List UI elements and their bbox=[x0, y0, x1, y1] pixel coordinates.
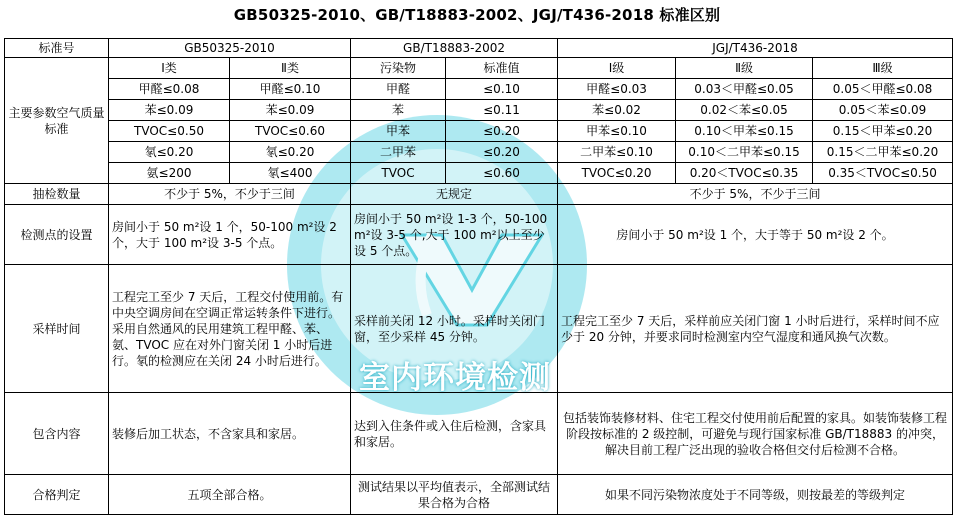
content-row bbox=[5, 393, 953, 475]
subheader-gb-class2: Ⅱ类 bbox=[230, 58, 351, 79]
params-cell: 二甲苯 bbox=[351, 142, 446, 163]
time-row bbox=[5, 265, 953, 393]
time-jgj: 工程完工至少 7 天后，采样前应关闭门窗 1 小时后进行，采样时间不应少于 20 分钟，并要求同时检测室内空气湿度和通风换气次数。 bbox=[558, 265, 953, 393]
sampling-count-jgj: 不少于 5%，不少于三间 bbox=[558, 184, 953, 205]
params-cell: 甲苯≤0.10 bbox=[558, 121, 676, 142]
points-row bbox=[5, 205, 953, 265]
params-cell: 0.03＜甲醛≤0.05 bbox=[676, 79, 813, 100]
params-cell: 氨≤200 bbox=[109, 163, 230, 184]
params-cell: 氡≤0.20 bbox=[109, 142, 230, 163]
params-cell: TVOC≤0.60 bbox=[230, 121, 351, 142]
params-cell: 0.05＜甲醛≤0.08 bbox=[813, 79, 953, 100]
header-jgjt436: JGJ/T436-2018 bbox=[558, 39, 953, 58]
params-cell: ≤0.20 bbox=[446, 121, 558, 142]
header-gbt18883: GB/T18883-2002 bbox=[351, 39, 558, 58]
params-cell: 二甲苯≤0.10 bbox=[558, 142, 676, 163]
judge-jgj: 如果不同污染物浓度处于不同等级，则按最差的等级判定 bbox=[558, 475, 953, 515]
time-label: 采样时间 bbox=[5, 265, 109, 393]
params-cell: 甲醛≤0.03 bbox=[558, 79, 676, 100]
subheader-gbt-standard: 标准值 bbox=[446, 58, 558, 79]
judge-row bbox=[5, 475, 953, 515]
judge-gbt: 测试结果以平均值表示，全部测试结果合格为合格 bbox=[351, 475, 558, 515]
table-header-row bbox=[5, 39, 953, 58]
params-cell: TVOC≤0.50 bbox=[109, 121, 230, 142]
page-title: GB50325-2010、GB/T18883-2002、JGJ/T436-2018 标准区别 bbox=[233, 6, 721, 24]
params-cell: ≤0.11 bbox=[446, 100, 558, 121]
points-gbt: 房间小于 50 m²设 1-3 个，50-100 m²设 3-5 个,大于 100 m²以上至少设 5 个点。 bbox=[351, 205, 558, 265]
params-cell: 0.05＜苯≤0.09 bbox=[813, 100, 953, 121]
params-cell: 氡≤400 bbox=[230, 163, 351, 184]
sampling-count-label: 抽检数量 bbox=[5, 184, 109, 205]
params-cell: 0.10＜二甲苯≤0.15 bbox=[676, 142, 813, 163]
params-cell: 0.20＜TVOC≤0.35 bbox=[676, 163, 813, 184]
params-cell: 甲醛≤0.08 bbox=[109, 79, 230, 100]
params-cell: 0.15＜甲苯≤0.20 bbox=[813, 121, 953, 142]
time-gbt: 采样前关闭 12 小时。采样时关闭门窗，至少采样 45 分钟。 bbox=[351, 265, 558, 393]
sampling-count-row bbox=[5, 184, 953, 205]
params-cell: 0.02＜苯≤0.05 bbox=[676, 100, 813, 121]
params-cell: 苯≤0.09 bbox=[109, 100, 230, 121]
params-cell: 甲醛≤0.10 bbox=[230, 79, 351, 100]
params-label: 主要参数空气质量标准 bbox=[5, 58, 109, 184]
judge-gb: 五项全部合格。 bbox=[109, 475, 351, 515]
subheader-gbt-pollutant: 污染物 bbox=[351, 58, 446, 79]
params-cell: 0.15＜二甲苯≤0.20 bbox=[813, 142, 953, 163]
points-label: 检测点的设置 bbox=[5, 205, 109, 265]
params-cell: 甲苯 bbox=[351, 121, 446, 142]
points-gb: 房间小于 50 m²设 1 个，50-100 m²设 2 个，大于 100 m²设 3-5 个点。 bbox=[109, 205, 351, 265]
params-cell: ≤0.60 bbox=[446, 163, 558, 184]
table-row bbox=[5, 142, 953, 163]
watermark-text: 室内环境检测 bbox=[359, 360, 551, 396]
table-row bbox=[5, 163, 953, 184]
content-label: 包含内容 bbox=[5, 393, 109, 475]
points-jgj: 房间小于 50 m²设 1 个，大于等于 50 m²设 2 个。 bbox=[558, 205, 953, 265]
sampling-count-gb: 不少于 5%，不少于三间 bbox=[109, 184, 351, 205]
params-cell: 0.35＜TVOC≤0.50 bbox=[813, 163, 953, 184]
standards-comparison-table bbox=[4, 38, 953, 515]
subheader-jgj-level1: Ⅰ级 bbox=[558, 58, 676, 79]
header-label: 标准号 bbox=[5, 39, 109, 58]
params-cell: ≤0.10 bbox=[446, 79, 558, 100]
params-cell: ≤0.20 bbox=[446, 142, 558, 163]
sampling-count-gbt: 无规定 bbox=[351, 184, 558, 205]
subheader-gb-class1: Ⅰ类 bbox=[109, 58, 230, 79]
judge-label: 合格判定 bbox=[5, 475, 109, 515]
content-gbt: 达到入住条件或入住后检测，含家具和家居。 bbox=[351, 393, 558, 475]
time-gb: 工程完工至少 7 天后，工程交付使用前。有中央空调房间在空调正常运转条件下进行。采用自然通风的民用建筑工程甲醛、苯、氨、TVOC 应在对外门窗关闭 1 小时后进行。氡的检测应在关闭 24 小时后进行。 bbox=[109, 265, 351, 393]
header-gb50325: GB50325-2010 bbox=[109, 39, 351, 58]
table-row bbox=[5, 121, 953, 142]
params-cell: 0.10＜甲苯≤0.15 bbox=[676, 121, 813, 142]
params-cell: 苯≤0.09 bbox=[230, 100, 351, 121]
params-cell: TVOC≤0.20 bbox=[558, 163, 676, 184]
subheader-jgj-level3: Ⅲ级 bbox=[813, 58, 953, 79]
table-subheader-row bbox=[5, 58, 953, 79]
params-cell: 氡≤0.20 bbox=[230, 142, 351, 163]
content-jgj: 包括装饰装修材料、住宅工程交付使用前后配置的家具。如装饰装修工程阶段按标准的 2 级控制，可避免与现行国家标准 GB/T18883 的冲突，解决目前工程广泛出现的验收合格但交付后检测不合格。 bbox=[558, 393, 953, 475]
table-row bbox=[5, 79, 953, 100]
content-gb: 装修后加工状态，不含家具和家居。 bbox=[109, 393, 351, 475]
params-cell: 甲醛 bbox=[351, 79, 446, 100]
params-cell: 苯≤0.02 bbox=[558, 100, 676, 121]
params-cell: 苯 bbox=[351, 100, 446, 121]
subheader-jgj-level2: Ⅱ级 bbox=[676, 58, 813, 79]
params-cell: TVOC bbox=[351, 163, 446, 184]
table-row bbox=[5, 100, 953, 121]
